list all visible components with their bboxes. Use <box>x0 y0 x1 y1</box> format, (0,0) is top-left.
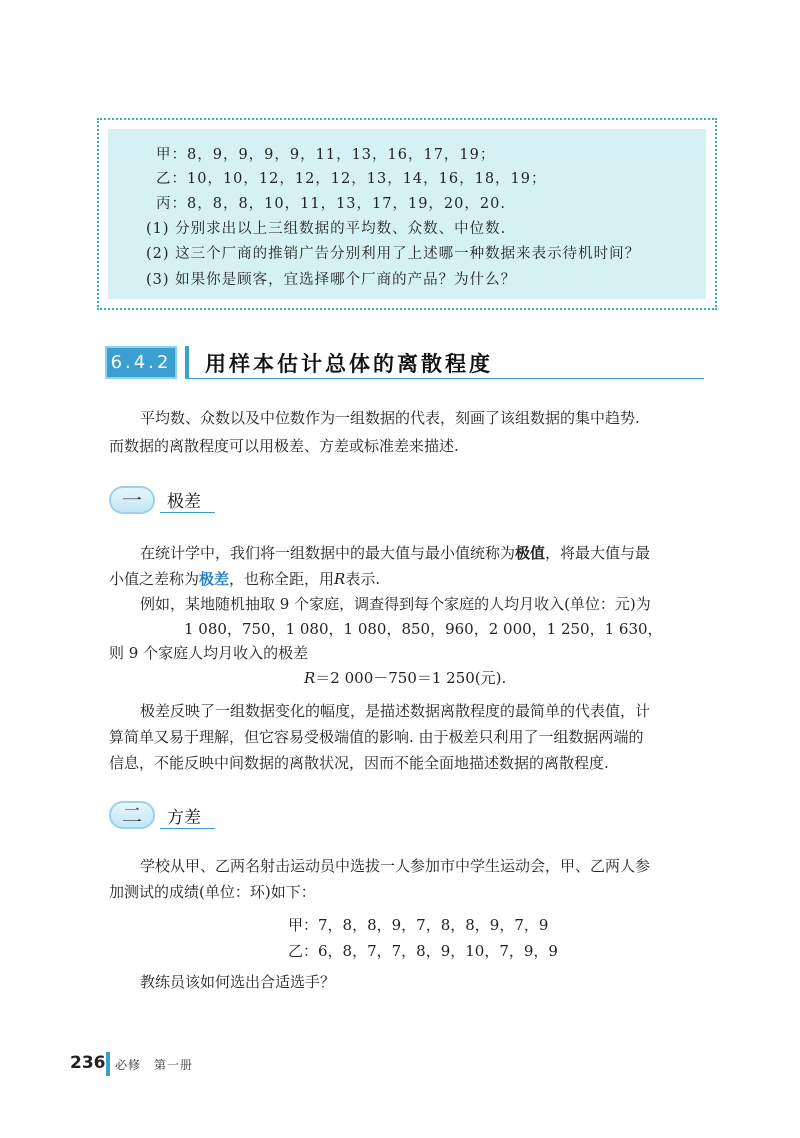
subsection-title-variance: 方差 <box>167 808 201 828</box>
subsection-badge-2: 二 <box>109 801 155 829</box>
example-line: 例如，某地随机抽取 9 个家庭，调查得到每个家庭的人均月收入(单位：元)为 <box>140 595 651 613</box>
exercise-line-yi: 乙：10，10，12，12，12，13，14，16，18，19； <box>156 171 547 187</box>
subsection-badge-1: 一 <box>109 486 155 514</box>
term-range: 极差 <box>199 570 230 588</box>
range-paragraph-line-2: 小值之差称为极差，也称全距，用R表示. <box>109 570 381 588</box>
income-data: 1 080，750，1 080，1 080，850，960，2 000，1 250，1 630， <box>184 620 663 638</box>
page-number: 236 <box>70 1053 106 1073</box>
intro-line-2: 而数据的离散程度可以用极差、方差或标准差来描述. <box>109 437 459 455</box>
exercise-line-jia: 甲：8，9，9，9，9，11，13，16，17，19； <box>156 147 496 163</box>
book-title: 必修 第一册 <box>115 1058 194 1072</box>
intro-line-1: 平均数、众数以及中位数作为一组数据的代表，刻画了该组数据的集中趋势. <box>140 409 640 427</box>
exercise-question-1: (1) 分别求出以上三组数据的平均数、众数、中位数. <box>146 221 507 237</box>
range-remark-line-1: 极差反映了一组数据变化的幅度，是描述数据离散程度的最简单的代表值，计 <box>140 702 651 720</box>
range-then-line: 则 9 个家庭人均月收入的极差 <box>109 644 309 662</box>
variance-question: 教练员该如何选出合适选手？ <box>140 973 336 991</box>
term-extremum: 极值 <box>515 544 546 562</box>
subsection-underline-2 <box>160 828 215 829</box>
section-number: 6.4.2 <box>105 346 177 379</box>
symbol-r: R <box>334 570 346 588</box>
scores-yi: 乙：6，8，7，7，8，9，10，7，9，9 <box>288 942 558 960</box>
range-remark-line-3: 信息，不能反映中间数据的离散状况，因而不能全面地描述数据的离散程度. <box>109 754 609 772</box>
exercise-question-2: (2) 这三个厂商的推销广告分别利用了上述哪一种数据来表示待机时间？ <box>146 246 641 262</box>
subsection-underline-1 <box>160 512 215 513</box>
exercise-line-bing: 丙：8，8，8，10，11，13，17，19，20，20. <box>156 196 506 212</box>
subsection-title-range: 极差 <box>167 492 201 512</box>
section-underline <box>189 378 704 379</box>
scores-jia: 甲：7，8，8，9，7，8，8，9，7，9 <box>288 916 549 934</box>
exercise-question-3: (3) 如果你是顾客，宜选择哪个厂商的产品？为什么？ <box>146 272 517 288</box>
variance-paragraph-line-2: 加测试的成绩(单位：环)如下： <box>109 883 316 901</box>
range-formula: R＝2 000－750＝1 250(元). <box>304 669 507 687</box>
footer-divider <box>106 1052 110 1076</box>
section-title: 用样本估计总体的离散程度 <box>205 352 493 376</box>
range-remark-line-2: 算简单又易于理解，但它容易受极端值的影响. 由于极差只利用了一组数据两端的 <box>109 728 644 746</box>
variance-paragraph-line-1: 学校从甲、乙两名射击运动员中选拔一人参加市中学生运动会，甲、乙两人参 <box>140 857 651 875</box>
range-paragraph-line-1: 在统计学中，我们将一组数据中的最大值与最小值统称为极值，将最大值与最 <box>140 544 651 562</box>
section-divider <box>185 346 189 379</box>
